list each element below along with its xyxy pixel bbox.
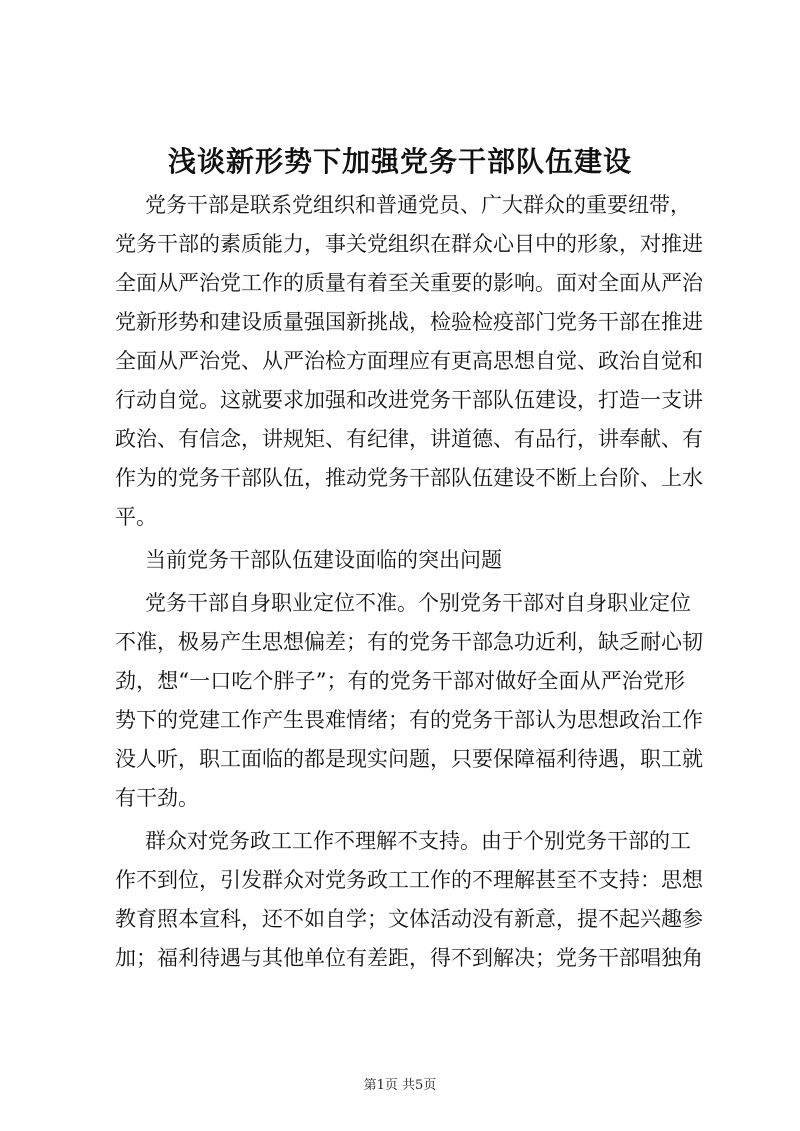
text-line: 作为的党务干部队伍，推动党务干部队伍建设不断上台阶、上水	[115, 466, 703, 490]
text-line: 加；福利待遇与其他单位有差距，得不到解决；党务干部唱独角	[115, 946, 703, 970]
paragraph	[115, 822, 703, 978]
text-line: 教育照本宣科，还不如自学；文体活动没有新意，提不起兴趣参	[115, 907, 703, 931]
text-line: 有干劲。	[115, 786, 199, 810]
text-line: 党新形势和建设质量强国新挑战，检验检疫部门党务干部在推进	[115, 310, 703, 334]
text-line: 不准，极易产生思想偏差；有的党务干部急功近利，缺乏耐心韧	[115, 630, 703, 654]
text-line: 党务干部的素质能力，事关党组织在群众心目中的形象，对推进	[115, 232, 703, 256]
text-line: 群众对党务政工工作不理解不支持。由于个别党务干部的工	[145, 829, 691, 853]
paragraph	[115, 186, 703, 537]
text-line: 行动自觉。这就要求加强和改进党务干部队伍建设，打造一支讲	[115, 388, 703, 412]
section-heading	[115, 541, 685, 580]
text-line: 党务干部是联系党组织和普通党员、广大群众的重要纽带，	[145, 193, 691, 217]
page-footer: 第1页 共5页	[363, 1078, 437, 1093]
text-line: 作不到位，引发群众对党务政工工作的不理解甚至不支持：思想	[115, 868, 703, 892]
text-line: 全面从严治党工作的质量有着至关重要的影响。面对全面从严治	[115, 271, 703, 295]
text-line: 政治、有信念，讲规矩、有纪律，讲道德、有品行，讲奉献、有	[115, 427, 703, 451]
text-line: 党务干部自身职业定位不准。个别党务干部对自身职业定位	[145, 591, 691, 615]
text-line: 劲，想“一口吃个胖子”；有的党务干部对做好全面从严治党形	[115, 669, 685, 693]
text-line: 没人听，职工面临的都是现实问题，只要保障福利待遇，职工就	[115, 747, 703, 771]
text-line: 全面从严治党、从严治检方面理应有更高思想自觉、政治自觉和	[115, 349, 703, 373]
document-title: 浅谈新形势下加强党务干部队伍建设	[167, 145, 632, 178]
text-line: 平。	[115, 505, 157, 529]
text-line: 当前党务干部队伍建设面临的突出问题	[145, 548, 502, 572]
text-line: 势下的党建工作产生畏难情绪；有的党务干部认为思想政治工作	[115, 708, 703, 732]
paragraph	[115, 584, 703, 818]
document-body	[115, 186, 703, 978]
